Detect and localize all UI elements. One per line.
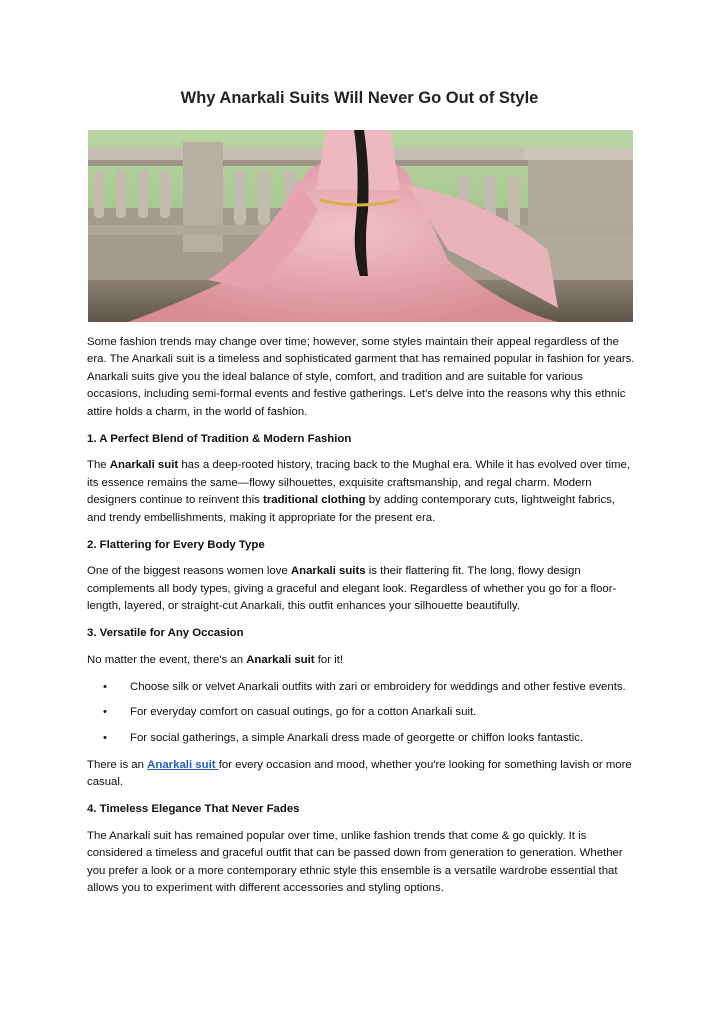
- section-2-paragraph: [87, 563, 635, 615]
- intro-paragraph: Some fashion trends may change over time; however, some styles maintain their appeal regardless of the era. The Anarkali suit is a timeless and sophisticated garment that has remained popular in fashion for years. Anarkali suits give you the ideal balance of style, comfort, and tradition and are suitable for various occasions, including semi-formal events and festive gatherings. Let's delve into the reasons why this ethnic attire holds a charm, in the world of fashion.: [87, 336, 635, 418]
- list-item-text: For everyday comfort on casual outings, go for a cotton Anarkali suit.: [130, 706, 477, 719]
- anarkali-suit-link[interactable]: Anarkali suit: [147, 758, 219, 771]
- list-item: [103, 704, 635, 721]
- article-body: [87, 334, 635, 907]
- section-3-closing: [87, 757, 635, 792]
- list-item-text: For social gatherings, a simple Anarkali dress made of georgette or chiffon looks fantastic.: [130, 731, 584, 744]
- text-run: One of the biggest reasons women love: [87, 565, 291, 578]
- text-run: by adding contemporary cuts, lightweight fabrics, and trendy embellishments, making it appropriate for the present era.: [87, 494, 616, 524]
- text-run: There is an: [87, 758, 148, 771]
- list-item: [103, 730, 635, 747]
- hero-photo: [88, 130, 633, 322]
- text-run: has a deep-rooted history, tracing back to the Mughal era. While it has evolved over time, its essence remains the same—flowy silhouettes, exquisite craftsmanship, and regal charm. Modern designers continue to reinvent this: [87, 459, 631, 507]
- text-run: for every occasion and mood, whether you're looking for something lavish or more casual.: [87, 758, 632, 789]
- bullet-icon: •: [103, 681, 107, 693]
- text-run: is their flattering fit. The long, flowy design complements all body types, giving a graceful and elegant look. Regardless of whether you go for a floor-length, layered, or straight-cut Anarkali, this outfit enhances your silhouette beautifully.: [87, 565, 617, 613]
- bold-run: Anarkali suits: [290, 565, 366, 578]
- text-run: The: [87, 459, 110, 472]
- section-3-heading: 3. Versatile for Any Occasion: [87, 627, 244, 640]
- occasion-list: [87, 679, 635, 747]
- list-item: [103, 679, 635, 696]
- bullet-icon: •: [103, 706, 107, 719]
- list-item-text: Choose silk or velvet Anarkali outfits with zari or embroidery for weddings and other festive events.: [130, 681, 626, 693]
- section-2-heading: 2. Flattering for Every Body Type: [87, 538, 265, 551]
- section-3-intro: [87, 652, 635, 669]
- bold-run: Anarkali suit: [109, 459, 179, 472]
- text-run: for it!: [314, 654, 344, 667]
- anarkali-photo-illustration: [88, 130, 633, 322]
- section-1-paragraph: [87, 457, 635, 527]
- bold-run: Anarkali suit: [246, 654, 315, 667]
- text-run: No matter the event, there's an: [87, 654, 247, 667]
- section-1-heading: 1. A Perfect Blend of Tradition & Modern Fashion: [87, 432, 352, 445]
- page-title: Why Anarkali Suits Will Never Go Out of Style: [180, 89, 539, 107]
- bold-run: traditional clothing: [263, 494, 366, 507]
- bullet-icon: •: [103, 731, 107, 744]
- section-4-paragraph: The Anarkali suit has remained popular over time, unlike fashion trends that come & go quickly. It is considered a timeless and graceful outfit that can be passed down from generation to generation. Whether you prefer a look or a more contemporary ethnic style this ensemble is a versatile wardrobe essential that allows you to experiment with different accessories and styling options.: [87, 829, 623, 895]
- section-4-heading: 4. Timeless Elegance That Never Fades: [87, 803, 300, 816]
